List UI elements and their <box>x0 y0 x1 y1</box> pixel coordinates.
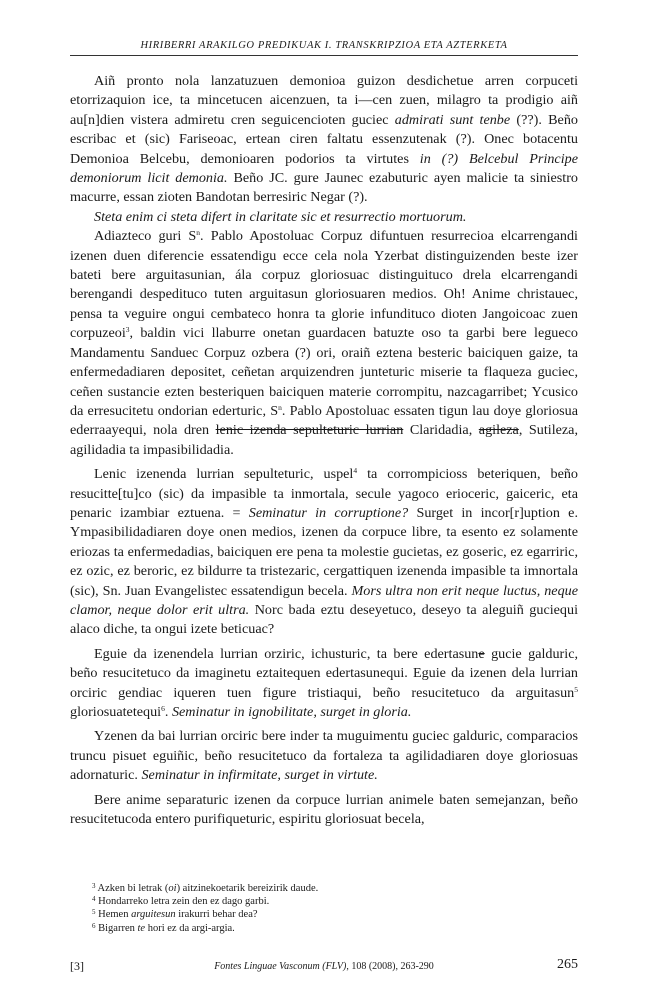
paragraph-latin-italic: Steta enim ci steta difert in claritate sic et resurrectio mortuorum. <box>94 208 467 225</box>
paragraph-text: , baldin vici llaburre onetan guardacen batuzte oso ta garbi bere legueco Mandamentu Sanduec Corpuz ozbera (?) ori, oraiñ eztena besteric baiciquen gaize, ta enfermedadiaren depositet, ceñetan arquizendren junteturic miserie ta flaqueza guciec, ceñen sustancie ezten besteriquen baiciquen materie corrompitu, nazcagarribet; Ycusico da erresucitetu ondorian ederturic, S <box>70 325 578 419</box>
footnote-marker: 4 <box>353 466 358 476</box>
page-number: 265 <box>557 957 578 972</box>
paragraph-text: . <box>164 704 172 720</box>
footnote-text: Hemen <box>95 909 132 921</box>
footnote-text: ) aitzinekoetarik bereizirik daude. <box>176 883 319 894</box>
paragraph-text: . Pablo Apostoluac essaten tigun lau doye gloriosua ederraayequi, nola dren <box>70 402 578 439</box>
paragraph-text: Lenic izenenda lurrian sepulteturic, uspel <box>94 466 354 483</box>
paragraph <box>70 645 578 723</box>
paragraph-text: Yzenen da bai lurrian orciric bere inder ta muguimentu guciec galduric, comparacios truncu pisuet eguiñic, beño resucitetuco da fortaleza ta agilidadiaren doye gloriosuas adornaturic. <box>70 728 578 784</box>
paragraph-struck-text: e <box>478 645 485 662</box>
footnote-marker: n <box>196 228 201 238</box>
paragraph-text: gucie galduric, beño resucitetuco da imaginetu eztaitequen edertasunequi. Eguie da izenen dela lurrian orciric gendiac iqueren tuen figure tristiaqui, beño resucitetuco da arguitasun <box>70 645 579 701</box>
footnote-text: Bigarren <box>95 922 138 934</box>
body-text <box>70 72 578 829</box>
paragraph-text: ta corrompicioss beteriquen, beño resucitte[tu]co (sic) da impasible ta inmortala, secule yagoco erioceric, gaiceric, eta penaric izambiar eztuena. = <box>70 466 578 521</box>
paragraph-latin-italic: Seminatur in corruptione? <box>248 504 409 521</box>
footnote <box>70 922 578 935</box>
paragraph-text: Claridadia, <box>403 422 479 439</box>
paragraph-struck-text: agileza <box>478 422 519 439</box>
paragraph-text: Norc bada eztu deseyetuco, deseyo ta aleguiñ guciequi alaco diche, ta ongui izete beticuac? <box>70 601 578 638</box>
section-marker: [3] <box>70 959 84 973</box>
paragraph-latin-italic: Mors ultra non erit neque luctus, neque clamor, neque dolor erit ultra. <box>70 582 578 618</box>
paragraph-latin-italic: in (?) Belcebul Principe demoniorum licit demonia. <box>70 150 578 187</box>
paragraph-text: . Pablo Apostoluac Corpuz difuntuen resurrecioa elcarrengandi izenen duen diferencie essatendigu ecce cela nola Yzerbat distinguizenden beste izer bateti bere arguitasunian, ála corpuz gloriosuac distinguituco drela elcarrengandi berengandi despedituco tuten arguitasun gloriosuaren medios. Oh! Anime christauec, pensa ta veguire ongui cembateco honra ta glorie infundituco dioten Jangoicoac zuen corpuzeoi <box>70 228 578 342</box>
footnotes <box>70 882 578 935</box>
footnote-text: hori ez da argi-argia. <box>145 922 235 934</box>
footnote-latin-italic: te <box>137 922 146 934</box>
footnote-marker: 6 <box>161 704 165 713</box>
paragraph-text: Surget in incor[r]uption e. Ympasibilidadiaren doye onen medios, izenen da corpuce libre, ta esento ez solamente eriozas ta enfermedadias, baiciquen ere pena ta molestie gucietas, ez goseric, ez egarriric, ez ozic, ez beroric, ez bildurre ta tristezaric, cergattiquen izenenda impasible ta imnortala (sic), Sn. Juan Evangelistec essatendigun becela. <box>70 504 578 599</box>
paragraph-text: Aiñ pronto nola lanzatuzuen demonioa guizon desdichetue arren corpuceti etorrizaquion ice, ta mincetucen aicenzuen, ta i—cen zuen, milagro ta prodigio aiñ au[n]dien vistera admiretu cren seguicencioten guciec <box>70 73 578 128</box>
paragraph-text: Bere anime separaturic izenen da corpuce lurrian animele baten semejanzan, beño resucitetucoda entero purifiqueturic, espiritu gloriosuat becela, <box>70 791 578 828</box>
footnote-marker: 5 <box>574 684 578 694</box>
footnote <box>70 908 578 921</box>
paragraph <box>70 791 578 830</box>
footnote-marker: 3 <box>92 882 96 890</box>
footnote-marker: 6 <box>92 921 96 930</box>
paragraph-struck-text: lenic izenda sepulteturic lurrian <box>215 422 404 439</box>
footnote-latin-italic: arguitesun <box>131 909 176 921</box>
paragraph <box>70 727 578 785</box>
paragraph-text: Beño JC. gure Jaunec ezabuturic ayen malicie ta siniestro macurre, essan zioten Bandotan berresiric Negar (?). <box>70 170 579 206</box>
paragraph-latin-italic: Seminatur in ignobilitate, surget in gloria. <box>171 704 412 720</box>
paragraph-latin-italic: admirati sunt tenbe <box>394 111 511 128</box>
paragraph <box>70 72 578 208</box>
footnote <box>70 895 578 908</box>
paragraph-text: gloriosuatetequi <box>70 704 162 720</box>
footnote-latin-italic: oi <box>168 883 177 894</box>
paragraph-latin-italic: Seminatur in infirmitate, surget in virtute. <box>141 767 378 784</box>
paragraph <box>70 208 578 227</box>
paragraph <box>70 227 578 460</box>
journal-citation <box>70 961 578 972</box>
paragraph <box>70 465 578 640</box>
journal-title: Fontes Linguae Vasconum (FLV) <box>214 961 347 972</box>
footnote <box>70 882 578 895</box>
paragraph-text: , Sutileza, agilidadia ta impasibilidadia. <box>70 422 578 458</box>
footnote-marker: 3 <box>125 325 130 335</box>
journal-details: , 108 (2008), 263-290 <box>346 961 434 972</box>
paragraph-text: Adiazteco guri S <box>94 228 197 245</box>
running-head: HIRIBERRI ARAKILGO PREDIKUAK I. TRANSKRIPZIOA ETA AZTERKETA <box>70 40 578 56</box>
paragraph-text: Eguie da izenendela lurrian orziric, ichusturic, ta bere edertasun <box>94 645 479 662</box>
footnote-marker: n <box>278 402 282 412</box>
paragraph-text: (??). Beño escribac et (sic) Fariseoac, ertean ciren faltatu essenzutenak (?). Onec botacentu Demonioa Belcebu, demonioaren podorios ta virtutes <box>70 111 578 167</box>
footnote-text: Azken bi letrak ( <box>95 883 169 894</box>
footnote-text: Hondarreko letra zein den ez dago garbi. <box>95 896 270 908</box>
page-footer <box>70 957 578 977</box>
footnote-marker: 5 <box>92 908 96 917</box>
footnote-marker: 4 <box>92 895 96 904</box>
footnote-text: irakurri behar dea? <box>175 909 258 921</box>
